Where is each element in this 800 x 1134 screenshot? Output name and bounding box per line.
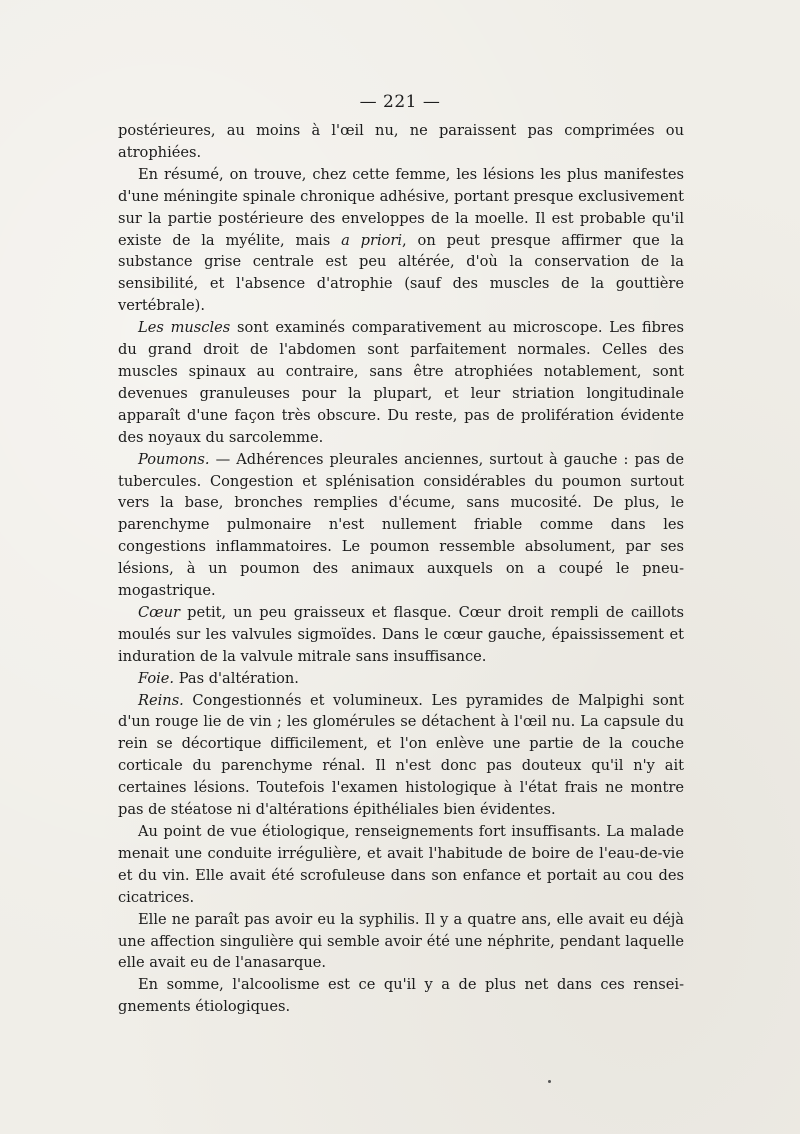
paragraph-continuation xyxy=(118,120,684,164)
text-segment-italic: Reins. xyxy=(138,691,184,709)
text-segment: sont examinés comparativement au microscope. Les fibres du grand droit de l'abdomen sont parfaitement normales. Celles des muscles spinaux au contraire, sans être atrophiées notablement, sont devenues granuleuses pour la plupart, et leur striation longitudinale apparaît d'une façon très obscure. Du reste, pas de prolifération évidente des noyaux du sarcolemme. xyxy=(118,319,684,446)
paragraph-kidneys xyxy=(118,690,684,821)
text-segment-italic: Foie. xyxy=(138,669,175,687)
text-segment-italic: a priori xyxy=(341,231,403,249)
text-segment: En résumé, on trouve, chez cette femme, les lésions les plus manifestes d'une méningite spinale chronique adhésive, portant presque exclusivement sur la partie postérieure des enveloppes de la moelle. Il est probable qu'il existe de la myélite, mais xyxy=(118,165,684,249)
paragraph-liver xyxy=(118,668,684,690)
body-text xyxy=(118,120,684,1018)
text-segment: petit, un peu graisseux et flasque. Cœur droit rempli de caillots moulés sur les valvules sigmoïdes. Dans le cœur gauche, épaississement et induration de la valvule mitrale sans insuffisance. xyxy=(118,603,684,665)
text-segment: Pas d'altération. xyxy=(174,669,299,687)
text-segment: postérieures, au moins à l'œil nu, ne paraissent pas comprimées ou atrophiées. xyxy=(118,122,684,161)
text-segment-italic: Cœur xyxy=(138,603,180,621)
paragraph-summary xyxy=(118,164,684,317)
text-segment: , on peut presque affirmer que la substance grise centrale est peu altérée, d'où la conservation de la sensibilité, et l'absence d'atrophie (sauf des muscles de la gouttière vertébrale). xyxy=(118,231,684,315)
paragraph-syphilis xyxy=(118,909,684,975)
paragraph-heart xyxy=(118,602,684,668)
text-segment: Elle ne paraît pas avoir eu la syphilis. Il y a quatre ans, elle avait eu déjà une affection singulière qui semble avoir été une néphrite, pendant laquelle elle avait eu de l'anasarque. xyxy=(118,910,684,972)
text-segment-italic: Les muscles xyxy=(138,319,231,337)
paragraph-muscles xyxy=(118,317,684,448)
text-segment: — Adhérences pleurales anciennes, surtout à gauche : pas de tubercules. Congestion et splénisation considérables du poumon surtout vers la base, bronches remplies d'écume, sans mucosité. De plus, le parenchyme pulmonaire n'est nullement friable comme dans les congestions inflammatoires. Le poumon ressemble absolument, par ses lésions, à un poumon des animaux auxquels on a coupé le pneumogastrique. xyxy=(118,450,684,600)
paragraph-lungs xyxy=(118,449,684,602)
ink-speck xyxy=(548,1080,551,1083)
page-number: — 221 — xyxy=(359,92,441,112)
paragraph-conclusion xyxy=(118,974,684,1018)
paragraph-etiology xyxy=(118,821,684,909)
text-segment: En somme, l'alcoolisme est ce qu'il y a de plus net dans ces renseignements étiologiques. xyxy=(118,976,684,1016)
text-segment-italic: Poumons. xyxy=(138,450,210,468)
text-segment: Au point de vue étiologique, renseignements fort insuffisants. La malade menait une conduite irrégulière, et avait l'habitude de boire de l'eau-de-vie et du vin. Elle avait été scrofuleuse dans son enfance et portait au cou des cicatrices. xyxy=(118,823,684,906)
text-segment: Congestionnés et volumineux. Les pyramides de Malpighi sont d'un rouge lie de vin ; les glomérules se détachent à l'œil nu. La capsule du rein se décortique difficilement, et l'on enlève une partie de la couche corticale du parenchyme rénal. Il n'est donc pas douteux qu'il n'y ait certaines lésions. Toutefois l'examen histologique à l'état frais ne montre pas de stéatose ni d'altérations épithéliales bien évidentes. xyxy=(118,691,684,819)
